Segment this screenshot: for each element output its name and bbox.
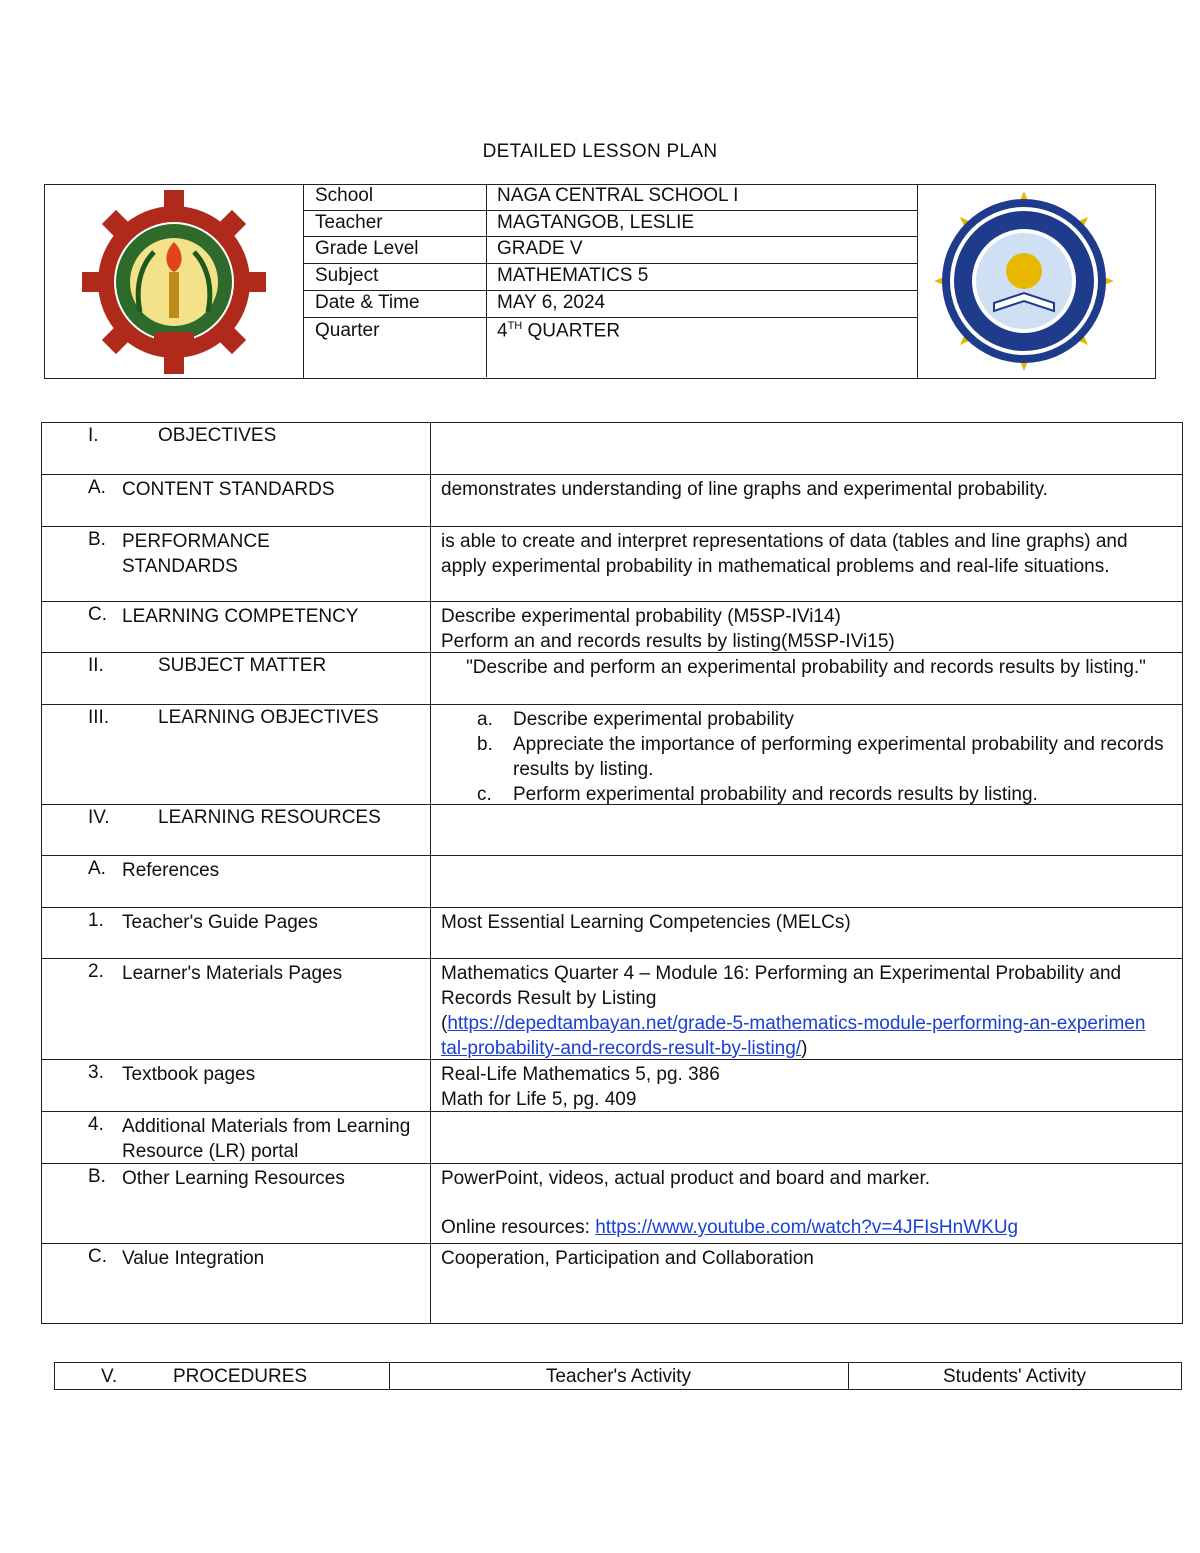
row-value: "Describe and perform an experimental probability and records results by listing.": [466, 657, 1146, 678]
list-marker: a.: [477, 709, 493, 730]
table-row: [42, 423, 1183, 475]
school-seal-icon: [918, 186, 1154, 376]
list-marker: c.: [477, 784, 492, 805]
row-num: B.: [88, 529, 106, 550]
row-label: LEARNING RESOURCES: [158, 807, 381, 828]
module-link[interactable]: https://depedtambayan.net/grade-5-mathematics-module-performing-an-experimental-probability-and-records-result-by-listing/: [441, 1013, 1146, 1059]
info-label: School: [315, 185, 374, 206]
info-value: MAY 6, 2024: [497, 292, 606, 313]
table-row: [42, 805, 1183, 856]
competency-2: Perform an and records results by listing(M5SP-IVi15): [441, 631, 895, 652]
school-info-table: [303, 184, 918, 379]
row-roman: V.: [101, 1366, 118, 1387]
info-row-quarter: [304, 318, 917, 377]
list-text: Describe experimental probability: [513, 709, 794, 730]
list-item: [477, 732, 1167, 782]
row-label: SUBJECT MATTER: [158, 655, 327, 676]
textbook-1: Real-Life Mathematics 5, pg. 386: [441, 1064, 720, 1085]
info-label: Subject: [315, 265, 379, 286]
table-row: [42, 527, 1183, 602]
teacher-activity-header: Teacher's Activity: [389, 1363, 849, 1389]
info-row-date: [304, 291, 917, 318]
students-activity-header: Students' Activity: [942, 1366, 1087, 1387]
objectives-table: [41, 422, 1183, 1324]
row-num: A.: [88, 858, 106, 879]
other-resources: PowerPoint, videos, actual product and board and marker.: [441, 1168, 931, 1189]
list-text: Appreciate the importance of performing experimental probability and records results by listing.: [513, 734, 1164, 780]
info-value: MATHEMATICS 5: [497, 265, 649, 286]
list-item: [477, 782, 1167, 807]
textbook-2: Math for Life 5, pg. 409: [441, 1089, 637, 1110]
row-label: Other Learning Resources: [122, 1168, 345, 1189]
row-value: [441, 604, 1161, 654]
info-row-grade: [304, 237, 917, 264]
table-row: [42, 1164, 1183, 1244]
row-label: LEARNING COMPETENCY: [122, 606, 359, 627]
list-item: [477, 707, 1167, 732]
online-label: Online resources:: [441, 1217, 596, 1238]
school-logo: [918, 186, 1154, 376]
row-value: [441, 961, 1146, 1061]
table-row: [42, 908, 1183, 959]
table-row: [42, 1112, 1183, 1164]
competency-1: Describe experimental probability (M5SP-IVi14): [441, 606, 841, 627]
quarter-number: 4: [497, 320, 508, 342]
info-row-teacher: [304, 211, 917, 237]
row-label: References: [122, 860, 220, 881]
procedures-label: PROCEDURES: [173, 1366, 308, 1387]
row-label: Textbook pages: [122, 1064, 256, 1085]
row-value: demonstrates understanding of line graphs and experimental probability.: [441, 479, 1048, 500]
table-row: [42, 1244, 1183, 1324]
row-num: 3.: [88, 1062, 104, 1083]
info-row-school: [304, 184, 917, 211]
row-value: Most Essential Learning Competencies (MELCs): [441, 912, 851, 933]
row-label: LEARNING OBJECTIVES: [158, 707, 379, 728]
procedures-cell: [55, 1363, 390, 1389]
link-close: ): [801, 1038, 808, 1059]
row-num: 1.: [88, 910, 104, 931]
table-row: [42, 653, 1183, 705]
procedures-header: [54, 1362, 1182, 1390]
row-num: C.: [88, 1246, 107, 1267]
college-logo: [44, 190, 304, 375]
objective-list: [477, 707, 1167, 807]
college-seal-icon: [44, 190, 304, 375]
row-label: OBJECTIVES: [158, 425, 277, 446]
row-value: [441, 1062, 1161, 1112]
list-marker: b.: [477, 734, 493, 755]
row-roman: II.: [88, 655, 104, 676]
list-text: Perform experimental probability and records results by listing.: [513, 784, 1038, 805]
row-label: Teacher's Guide Pages: [122, 912, 318, 933]
row-label: Additional Materials from Learning Resource (LR) portal: [122, 1116, 411, 1162]
online-resources: [441, 1215, 1161, 1240]
info-label: Quarter: [315, 320, 380, 341]
row-num: B.: [88, 1166, 106, 1187]
row-value: [441, 1166, 1161, 1240]
table-row: [42, 602, 1183, 653]
table-row: [42, 475, 1183, 527]
table-row: [42, 959, 1183, 1060]
table-row: [42, 856, 1183, 908]
info-label: Grade Level: [315, 238, 419, 259]
info-value: NAGA CENTRAL SCHOOL I: [497, 185, 739, 206]
row-num: C.: [88, 604, 107, 625]
info-label: Teacher: [315, 212, 383, 233]
info-label: Date & Time: [315, 292, 420, 313]
row-value: is able to create and interpret representations of data (tables and line graphs) and apply experimental probability in mathematical problems and real-life situations.: [441, 531, 1128, 577]
row-roman: IV.: [88, 807, 110, 828]
module-title: Mathematics Quarter 4 – Module 16: Performing an Experimental Probability and Records Result by Listing: [441, 963, 1122, 1009]
link-open: (: [441, 1013, 448, 1034]
row-value: Cooperation, Participation and Collaboration: [441, 1248, 814, 1269]
info-row-subject: [304, 264, 917, 291]
row-label: CONTENT STANDARDS: [122, 479, 335, 500]
row-num: 4.: [88, 1114, 104, 1135]
row-label: PERFORMANCE STANDARDS: [122, 531, 270, 577]
row-label: Value Integration: [122, 1248, 265, 1269]
info-value: [497, 320, 620, 342]
row-num: 2.: [88, 961, 104, 982]
table-row: [42, 1060, 1183, 1112]
quarter-word: QUARTER: [522, 320, 621, 342]
page-title: DETAILED LESSON PLAN: [482, 141, 718, 162]
info-value: MAGTANGOB, LESLIE: [497, 212, 695, 233]
row-label: Learner's Materials Pages: [122, 963, 343, 984]
row-num: A.: [88, 477, 106, 498]
table-row: [42, 705, 1183, 805]
row-roman: III.: [88, 707, 110, 728]
quarter-suffix: TH: [507, 320, 523, 332]
info-value: GRADE V: [497, 238, 583, 259]
youtube-link[interactable]: https://www.youtube.com/watch?v=4JFIsHnWKUg: [595, 1217, 1019, 1238]
row-roman: I.: [88, 425, 99, 446]
